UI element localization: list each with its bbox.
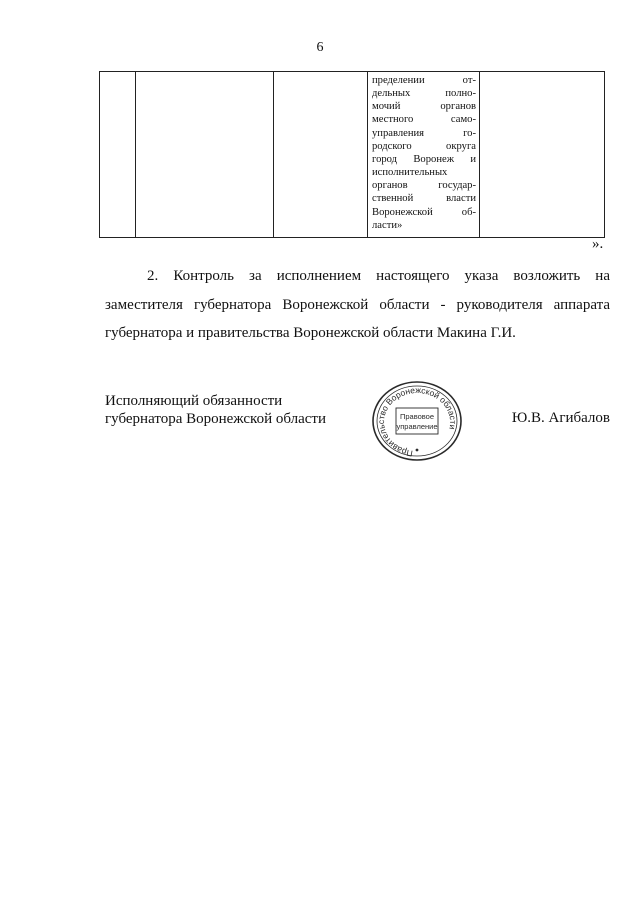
cell-text-line: органов государ- — [372, 180, 476, 192]
signature-title — [105, 392, 326, 428]
page-number: 6 — [316, 40, 324, 55]
continuation-table — [99, 71, 605, 238]
signatory-name: Ю.В. Агибалов — [511, 410, 610, 426]
cell-text-line: ственной власти — [372, 193, 476, 205]
seal-dot — [416, 449, 419, 452]
cell-text-block — [368, 72, 479, 234]
table-cell-number — [100, 72, 136, 238]
paragraph-line: заместителя губернатора Воронежской области - руководителя аппарата — [105, 296, 610, 313]
paragraph-line: 2. Контроль за исполнением настоящего указа возложить на — [147, 268, 610, 284]
cell-text-line: мочий органов — [372, 101, 476, 113]
cell-text-line: ласти» — [372, 219, 403, 231]
cell-text-line: Воронежской об- — [372, 206, 476, 218]
cell-text-line: город Воронеж и — [372, 153, 476, 165]
cell-text-line: родского округа — [372, 140, 476, 152]
table-cell-2 — [136, 72, 274, 238]
cell-text-line: дельных полно- — [372, 88, 476, 100]
paragraph-2 — [105, 262, 610, 348]
closing-quote: ». — [592, 236, 604, 252]
paragraph-line: губернатора и правительства Воронежской области Макина Г.И. — [105, 325, 516, 341]
table-cell-3 — [274, 72, 368, 238]
table-cell-text — [368, 72, 480, 238]
seal-ring-text: Правительство Воронежской области — [376, 384, 459, 459]
signature-title-line: губернатора Воронежской области — [105, 411, 326, 427]
cell-text-line: пределении от- — [372, 75, 476, 86]
seal-inner-text-2: управление — [396, 422, 438, 431]
cell-text-line: управления го- — [372, 127, 476, 139]
cell-text-line: исполнительных — [372, 167, 448, 179]
signature-title-line: Исполняющий обязанности — [105, 393, 283, 409]
table-cell-5 — [480, 72, 605, 238]
cell-text-line: местного само- — [372, 114, 476, 126]
seal-inner-text-1: Правовое — [399, 412, 435, 421]
official-seal — [370, 380, 464, 462]
